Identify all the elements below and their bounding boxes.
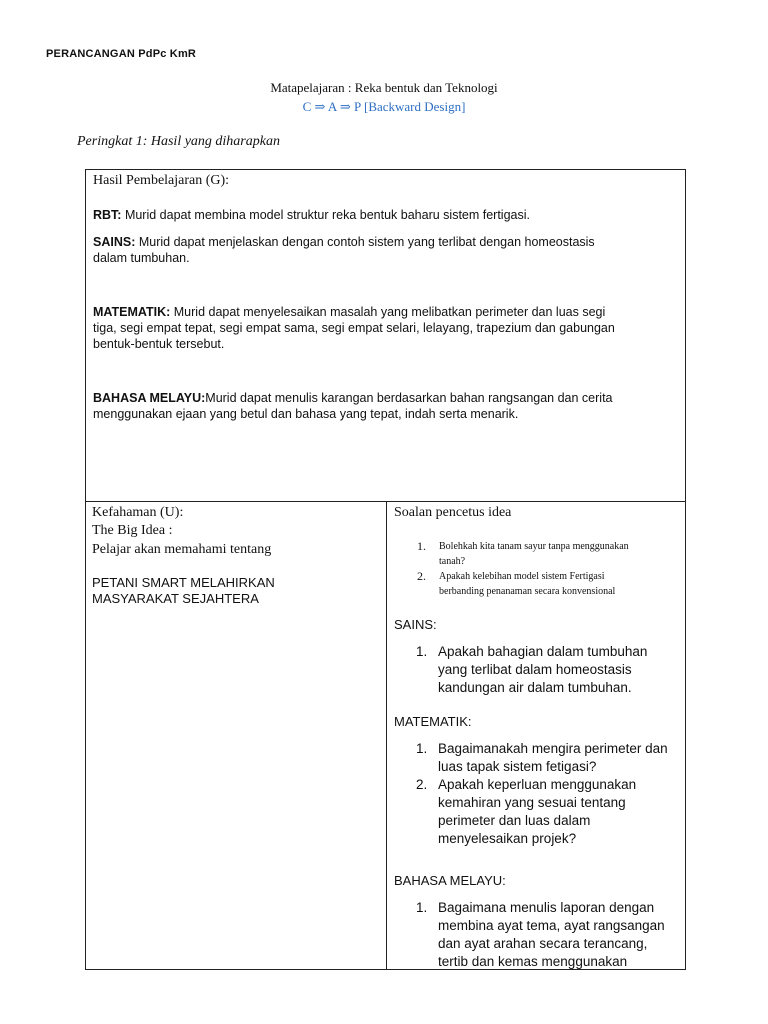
level-title: Peringkat 1: Hasil yang diharapkan: [77, 134, 280, 149]
big-idea-line2: MASYARAKAT SEJAHTERA: [92, 591, 259, 606]
bahasa-question-list: [416, 899, 681, 970]
rbt-question-list: [417, 539, 682, 599]
outcome-bahasa-line2: menggunakan ejaan yang betul dan bahasa yang tepat, indah serta menarik.: [93, 407, 519, 421]
outcome-sains: [93, 234, 688, 266]
understanding-heading: Kefahaman (U):: [92, 505, 184, 520]
question-line: Apakah bahagian dalam tumbuhan: [438, 644, 648, 659]
question-line: membina ayat tema, ayat rangsangan: [438, 918, 665, 933]
outcome-bahasa-line1: Murid dapat menulis karangan berdasarkan bahan rangsangan dan cerita: [205, 391, 613, 405]
list-item: [417, 539, 682, 569]
list-number: 1.: [416, 900, 428, 915]
question-line: tertib dan kemas menggunakan: [438, 954, 628, 969]
question-line: tanah?: [439, 556, 466, 567]
design-line: C ⇒ A ⇒ P [Backward Design]: [302, 99, 466, 114]
outcome-bahasa: [93, 390, 688, 422]
list-number: 1.: [416, 741, 428, 756]
list-number: 2.: [417, 569, 426, 583]
question-line: Apakah keperluan menggunakan: [438, 777, 637, 792]
matematik-heading: MATEMATIK:: [394, 714, 472, 729]
big-idea-intro: Pelajar akan memahami tentang: [92, 542, 272, 557]
matematik-question-list: [416, 740, 681, 848]
list-number: 1.: [416, 644, 428, 659]
big-idea-line1: PETANI SMART MELAHIRKAN: [92, 575, 275, 590]
bahasa-heading: BAHASA MELAYU:: [394, 873, 506, 888]
outcome-matematik-label: MATEMATIK:: [93, 305, 171, 319]
list-item: [416, 643, 681, 697]
outcome-bahasa-label: BAHASA MELAYU:: [93, 391, 206, 405]
sains-heading: SAINS:: [394, 617, 437, 632]
list-item: [416, 740, 681, 776]
question-line: kandungan air dalam tumbuhan.: [438, 680, 632, 695]
outcome-rbt-text: Murid dapat membina model struktur reka bentuk baharu sistem fertigasi.: [121, 208, 530, 222]
outcome-matematik-line1: Murid dapat menyelesaikan masalah yang melibatkan perimeter dan luas segi: [170, 305, 606, 319]
question-line: kemahiran yang sesuai tentang: [438, 795, 626, 810]
list-item: [416, 776, 681, 848]
questions-heading: Soalan pencetus idea: [394, 505, 512, 520]
question-line: perimeter dan luas dalam: [438, 813, 591, 828]
question-line: Bagaimanakah mengira perimeter dan: [438, 741, 668, 756]
outcome-matematik-line2: tiga, segi empat tepat, segi empat sama, segi empat selari, lelayang, trapezium dan gabungan: [93, 321, 615, 335]
list-item: [417, 569, 682, 599]
list-item: [416, 899, 681, 970]
document-header: PERANCANGAN PdPc KmR: [46, 48, 197, 60]
outcome-matematik: [93, 304, 688, 352]
question-line: Bolehkah kita tanam sayur tanpa menggunakan: [439, 541, 629, 552]
outcome-rbt-label: RBT:: [93, 208, 122, 222]
outcome-sains-line1: Murid dapat menjelaskan dengan contoh sistem yang terlibat dengan homeostasis: [135, 235, 595, 249]
understanding-box: [85, 501, 387, 970]
outcome-matematik-line3: bentuk-bentuk tersebut.: [93, 337, 225, 351]
outcome-sains-label: SAINS:: [93, 235, 136, 249]
question-line: dan ayat arahan secara terancang,: [438, 936, 648, 951]
outcome-rbt: [93, 207, 683, 223]
list-number: 1.: [417, 539, 426, 553]
learning-outcomes-box: [85, 169, 686, 502]
list-number: 2.: [416, 777, 428, 792]
question-line: yang terlibat dalam homeostasis: [438, 662, 632, 677]
big-idea-label: The Big Idea :: [92, 523, 173, 538]
outcomes-heading: Hasil Pembelajaran (G):: [93, 173, 230, 188]
question-line: luas tapak sistem fetigasi?: [438, 759, 597, 774]
question-line: menyelesaikan projek?: [438, 831, 577, 846]
question-line: berbanding penanaman secara konvensional: [439, 586, 616, 597]
outcome-sains-line2: dalam tumbuhan.: [93, 251, 190, 265]
subject-line: Matapelajaran : Reka bentuk dan Teknologi: [270, 80, 498, 95]
questions-box: [386, 501, 686, 970]
question-line: Bagaimana menulis laporan dengan: [438, 900, 655, 915]
question-line: Apakah kelebihan model sistem Fertigasi: [439, 571, 605, 582]
sains-question-list: [416, 643, 681, 697]
